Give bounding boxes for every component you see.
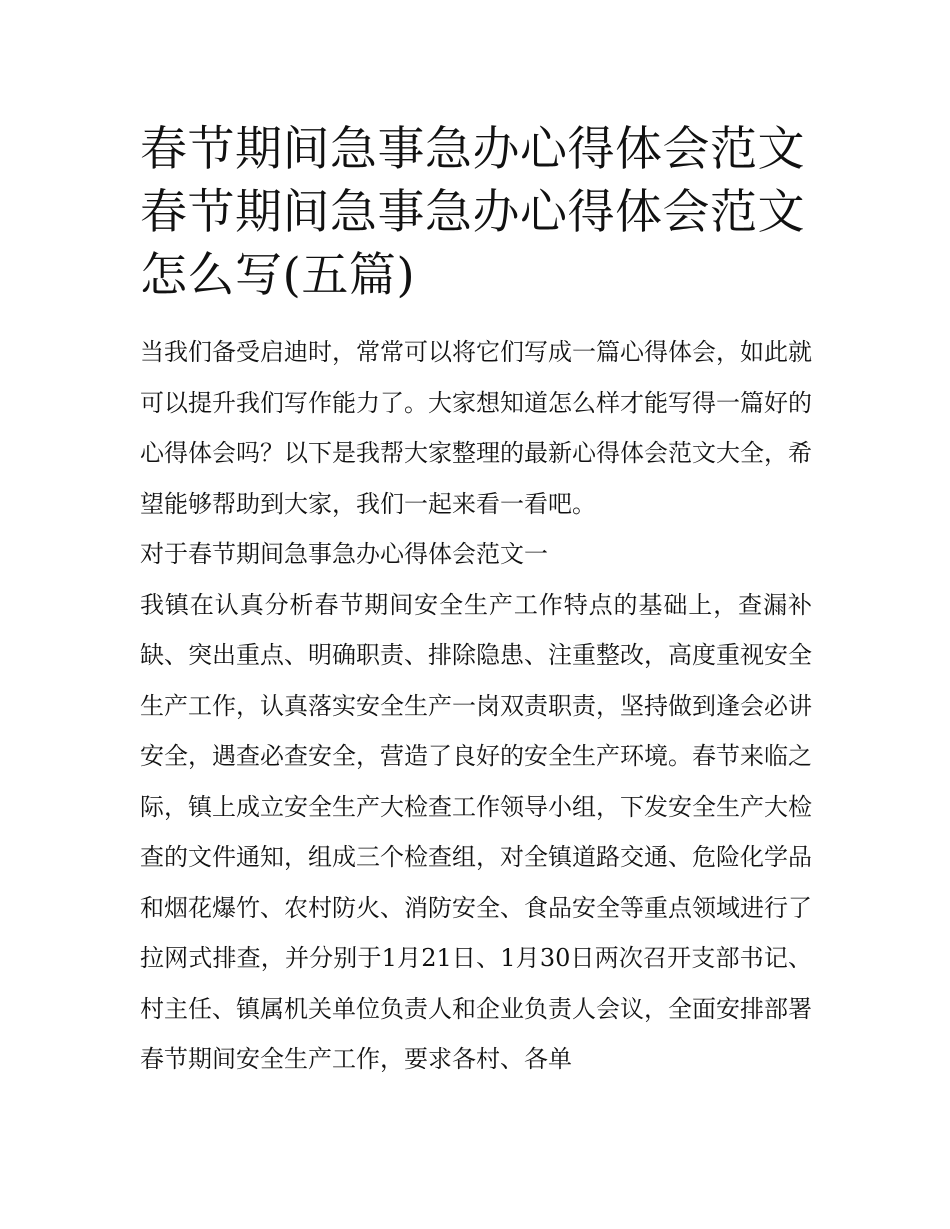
section-heading: 对于春节期间急事急办心得体会范文一 [140,540,548,568]
document-content [140,118,812,1085]
body-paragraph: 我镇在认真分析春节期间安全生产工作特点的基础上，查漏补缺、突出重点、明确职责、排除隐患、注重整改，高度重视安全生产工作，认真落实安全生产一岗双责职责，坚持做到逢会必讲安全，遇查必查安全，营造了良好的安全生产环境。春节来临之际，镇上成立安全生产大检查工作领导小组，下发安全生产大检查的文件通知，组成三个检查组，对全镇道路交通、危险化学品和烟花爆竹、农村防火、消防安全、食品安全等重点领域进行了拉网式排查，并分别于1月21日、1月30日两次召开支部书记、村主任、镇属机关单位负责人和企业负责人会议，全面安排部署春节期间安全生产工作，要求各村、各单 [140,590,812,1073]
intro-paragraph: 当我们备受启迪时，常常可以将它们写成一篇心得体会，如此就可以提升我们写作能力了。大家想知道怎么样才能写得一篇好的心得体会吗？以下是我帮大家整理的最新心得体会范文大全，希望能够帮助到大家，我们一起来看一看吧。 [140,338,812,518]
document-title: 春节期间急事急办心得体会范文 春节期间急事急办心得体会范文怎么写(五篇) [140,122,805,303]
